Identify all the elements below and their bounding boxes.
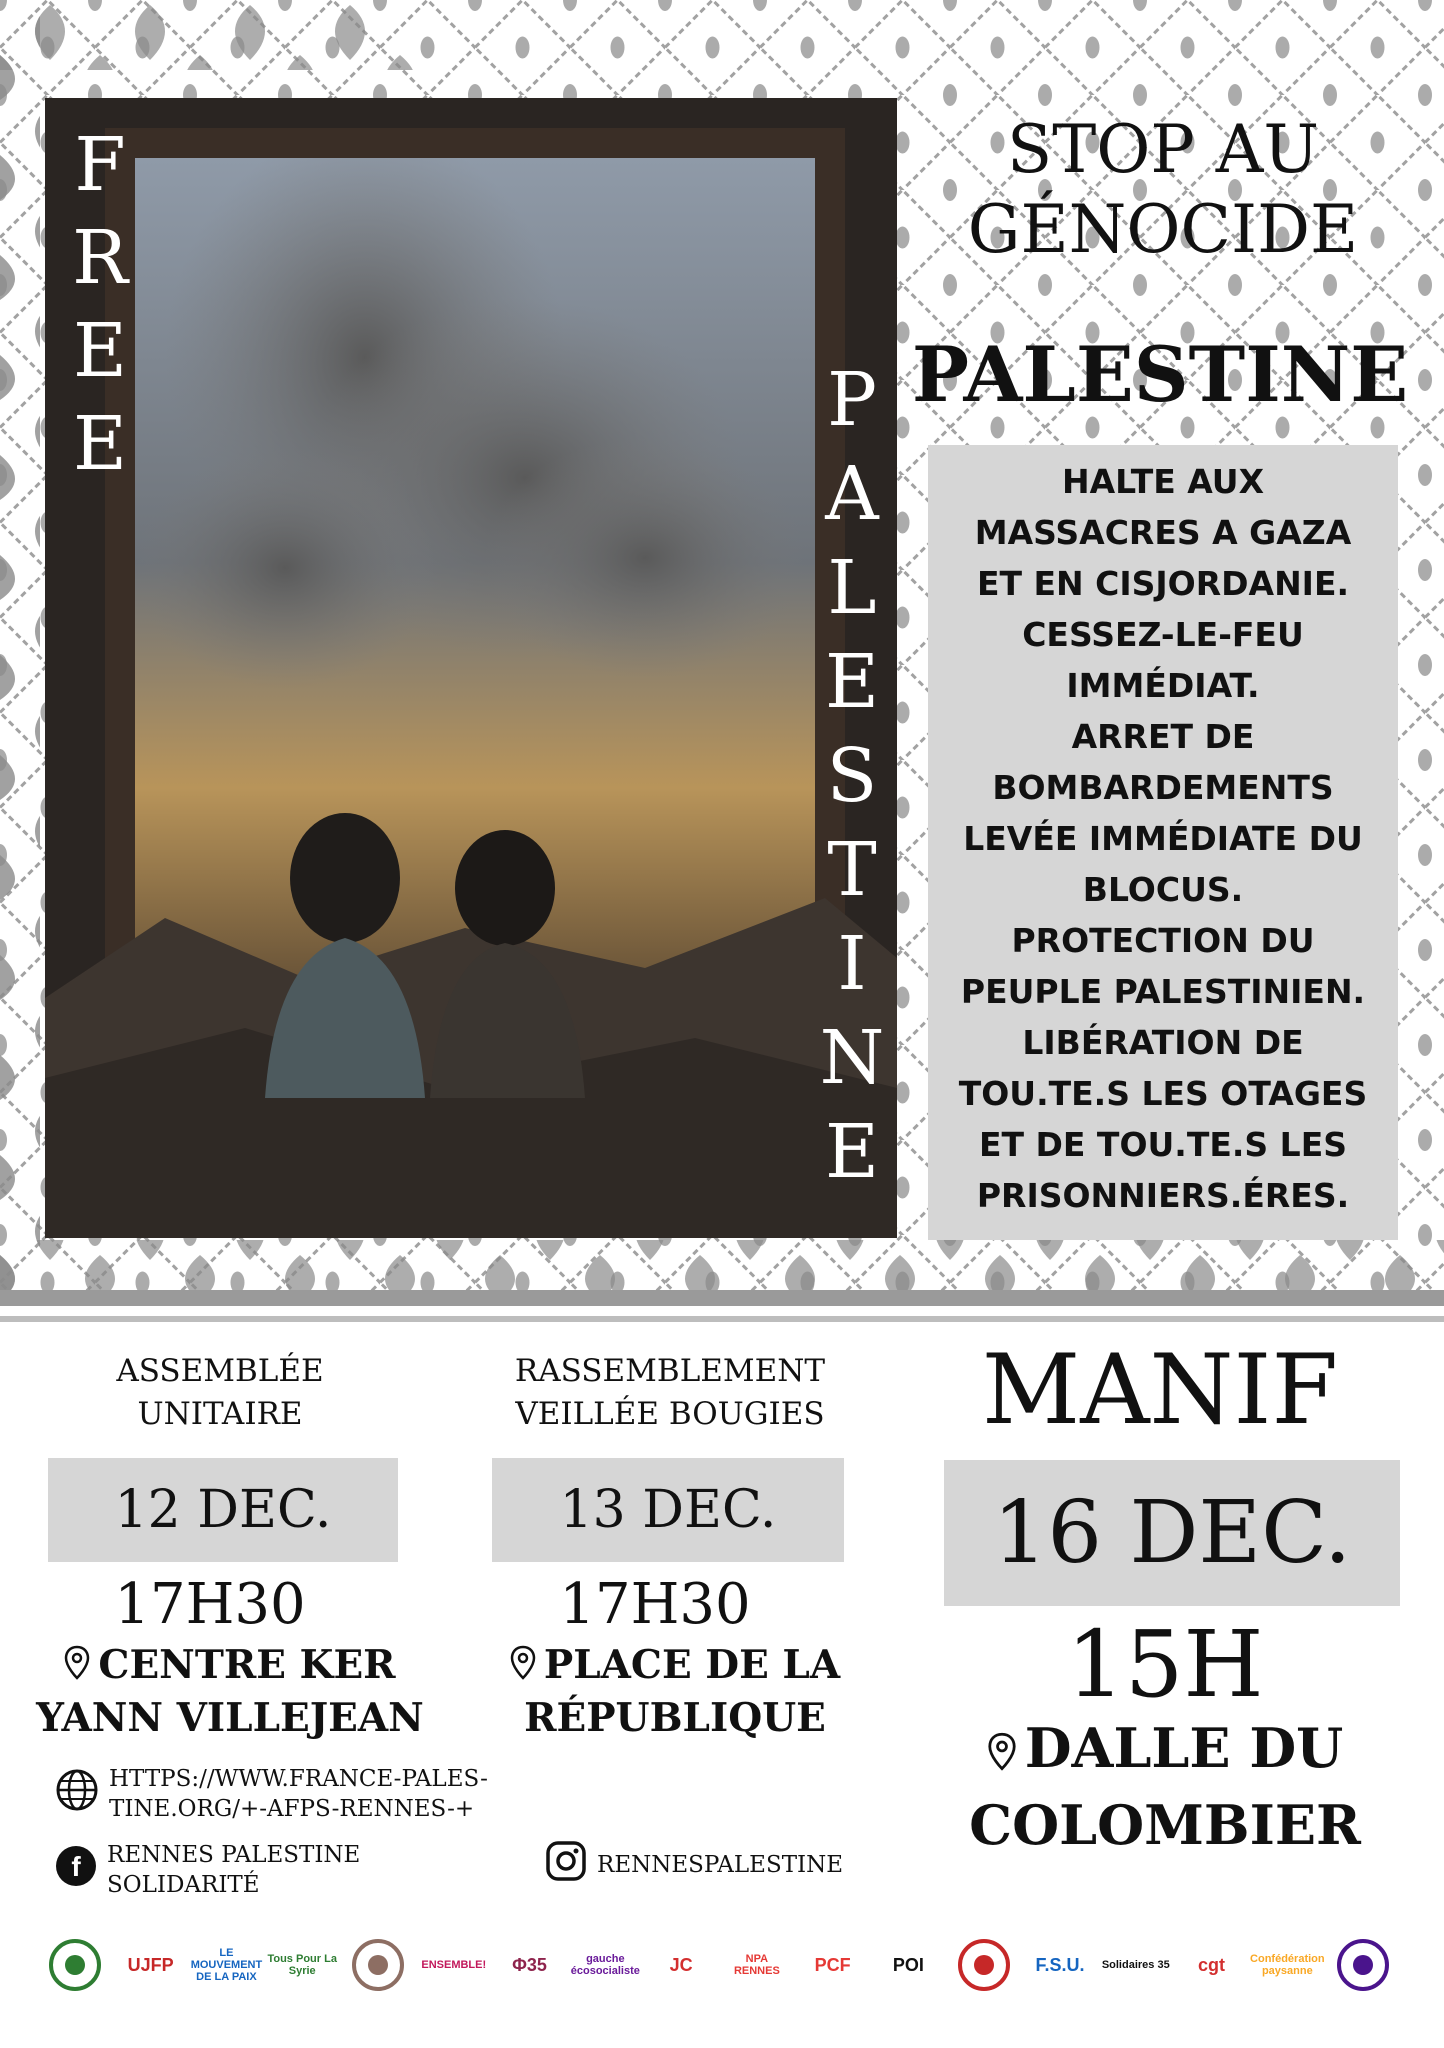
demand-line: LEVÉE IMMÉDIATE DU — [963, 819, 1363, 858]
instagram-contact[interactable] — [545, 1840, 945, 1890]
facebook-label[interactable]: RENNES PALESTINE SOLIDARITÉ — [107, 1842, 361, 1898]
syria-logo: Tous Pour La Syrie — [267, 1953, 337, 1977]
event1-heading-line1: ASSEMBLÉE — [116, 1353, 324, 1389]
event1-place-line2: YANN VILLEJEAN — [36, 1695, 424, 1741]
website-line1[interactable]: HTTPS://WWW.FRANCE-PALES- — [109, 1766, 488, 1792]
palestine-letter: I — [837, 921, 867, 1007]
website-contact[interactable] — [55, 1764, 555, 1824]
fsu-logo: F.S.U. — [1035, 1954, 1085, 1975]
phi-logo: Φ35 — [512, 1954, 547, 1975]
event3-heading: MANIF — [981, 1334, 1339, 1446]
instagram-label[interactable]: RENNESPALESTINE — [597, 1852, 844, 1878]
free-letter: E — [72, 308, 128, 394]
divider-band-thin — [0, 1316, 1444, 1322]
dove-logo: LE MOUVEMENT DE LA PAIX — [190, 1947, 263, 1983]
partner-logos-row — [40, 1930, 1404, 2015]
ujfp-logo: UJFP — [127, 1954, 174, 1975]
event3-place-line2: COLOMBIER — [969, 1792, 1361, 1857]
demand-line: IMMÉDIAT. — [1066, 666, 1260, 705]
cgt-logo: cgt — [1198, 1954, 1226, 1975]
rp-logo — [949, 1930, 1019, 2000]
star-logo — [343, 1930, 413, 2000]
event2-date: 13 DEC. — [492, 1458, 844, 1562]
gauche-logo: gauche écosocialiste — [570, 1953, 640, 1977]
demand-line: PROTECTION DU — [1011, 921, 1315, 960]
facebook-contact[interactable] — [55, 1840, 515, 1900]
event1-place — [30, 1640, 430, 1743]
event2-place-line1: PLACE DE LA — [543, 1642, 841, 1688]
demand-line: BOMBARDEMENTS — [992, 768, 1334, 807]
website-line2[interactable]: TINE.ORG/+-AFPS-RENNES-+ — [109, 1796, 475, 1822]
globe-icon — [55, 1768, 99, 1820]
circle-logo — [1328, 1930, 1398, 2000]
headline-palestine: PALESTINE — [911, 330, 1409, 419]
event2-heading-line1: RASSEMBLEMENT — [514, 1353, 826, 1389]
event3-place-line1: DALLE DU — [1024, 1716, 1344, 1780]
headline-genocide: GÉNOCIDE — [967, 191, 1359, 268]
paysanne-logo: Confédération paysanne — [1250, 1953, 1325, 1977]
event1-heading-line2: UNITAIRE — [137, 1396, 303, 1432]
palestine-letter: S — [826, 733, 878, 819]
demand-line: TOU.TE.S LES OTAGES — [958, 1074, 1368, 1113]
palestine-letter: N — [819, 1015, 885, 1101]
free-letter: E — [72, 401, 128, 487]
afps-logo — [40, 1930, 110, 2000]
event3-date: 16 DEC. — [944, 1460, 1400, 1606]
event2-time: 17H30 — [559, 1572, 751, 1637]
demand-line: ET DE TOU.TE.S LES — [978, 1125, 1348, 1164]
instagram-icon — [545, 1840, 587, 1890]
event3-place — [930, 1712, 1400, 1861]
palestine-letter: E — [824, 1109, 880, 1195]
demand-line: CESSEZ-LE-FEU — [1022, 615, 1304, 654]
poi-logo: POI — [892, 1954, 924, 1975]
headline-stop: STOP AU — [1006, 111, 1320, 188]
demand-line: ARRET DE — [1071, 717, 1255, 756]
demands-list — [928, 456, 1398, 1221]
event1-time: 17H30 — [114, 1572, 306, 1637]
demand-line: MASSACRES A GAZA — [974, 513, 1352, 552]
demand-line: BLOCUS. — [1082, 870, 1244, 909]
event1-heading — [40, 1350, 400, 1436]
palestine-letter: L — [827, 545, 877, 631]
jc-logo: JC — [669, 1954, 693, 1975]
palestine-letter: P — [827, 357, 877, 443]
svg-text:f: f — [71, 1851, 81, 1882]
free-letter: R — [72, 215, 128, 301]
location-pin-icon — [510, 1643, 536, 1693]
demand-line: HALTE AUX — [1061, 462, 1265, 501]
event2-heading-line2: VEILLÉE BOUGIES — [515, 1396, 825, 1432]
palestine-letter: E — [824, 639, 880, 725]
demand-line: LIBÉRATION DE — [1022, 1023, 1304, 1062]
free-letter: F — [74, 122, 126, 208]
event1-place-line1: CENTRE KER — [98, 1642, 396, 1688]
palestine-letter: A — [825, 451, 879, 537]
npa-logo: NPA RENNES — [733, 1953, 780, 1977]
palestine-letter: T — [827, 827, 877, 913]
event2-heading — [480, 1350, 860, 1436]
pcf-logo: PCF — [814, 1954, 851, 1975]
location-pin-icon — [987, 1717, 1017, 1789]
demand-line: PEUPLE PALESTINIEN. — [960, 972, 1366, 1011]
location-pin-icon — [64, 1643, 90, 1693]
ensemble-logo: ENSEMBLE! — [421, 1959, 487, 1971]
facebook-icon — [55, 1845, 97, 1895]
children-ruins-illustration — [45, 98, 897, 1238]
demand-line: ET EN CISJORDANIE. — [976, 564, 1350, 603]
event3-time: 15H — [1066, 1611, 1264, 1718]
divider-band-top — [0, 1290, 1444, 1306]
solidaires-logo: Solidaires 35 — [1101, 1959, 1170, 1971]
hero-photo — [45, 98, 897, 1238]
event2-place — [475, 1640, 875, 1743]
event2-place-line2: RÉPUBLIQUE — [524, 1695, 826, 1741]
event1-date: 12 DEC. — [48, 1458, 398, 1562]
demand-line: PRISONNIERS.ÉRES. — [976, 1176, 1350, 1215]
